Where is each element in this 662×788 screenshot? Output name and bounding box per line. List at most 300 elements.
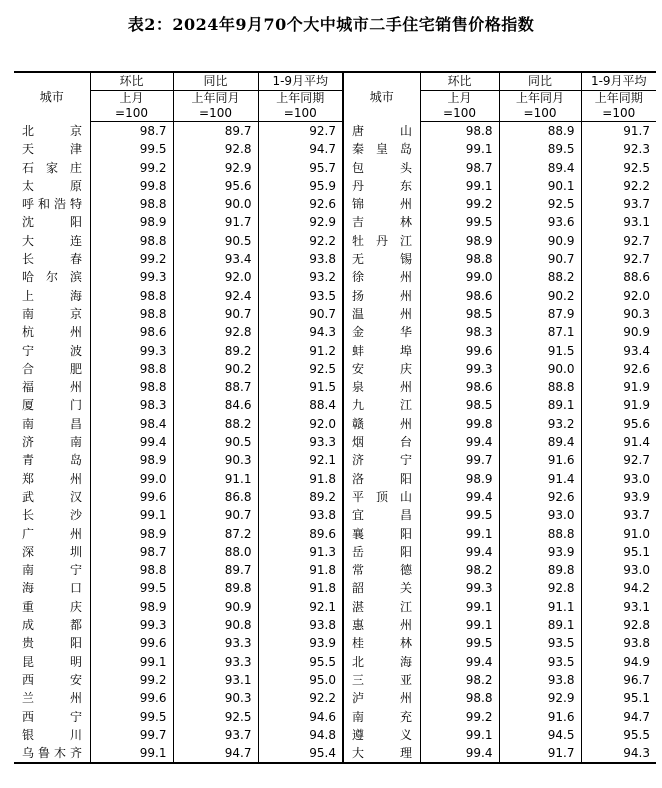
yoy-index: 90.2 [173, 360, 258, 378]
mom-index: 98.9 [420, 470, 499, 488]
yoy-index: 89.7 [173, 561, 258, 579]
avg-index: 94.2 [581, 579, 656, 597]
table-row [14, 653, 656, 671]
city-name [14, 159, 90, 177]
avg-index: 94.6 [258, 708, 343, 726]
city-name [343, 250, 420, 268]
price-index-table [14, 71, 656, 764]
mom-index: 98.5 [420, 305, 499, 323]
yoy-index: 89.7 [173, 122, 258, 141]
city-name-text: 赣州 [352, 416, 412, 431]
avg-index: 90.9 [581, 323, 656, 341]
city-header: 城市 [14, 72, 90, 122]
city-name [343, 744, 420, 763]
avg-index: 91.5 [258, 378, 343, 396]
city-name [14, 451, 90, 469]
avg-index: 92.2 [258, 232, 343, 250]
yoy-index: 91.4 [499, 470, 581, 488]
city-name-text: 福州 [22, 380, 82, 395]
city-name-text: 南充 [352, 709, 412, 724]
avg-index: 91.0 [581, 525, 656, 543]
table-row [14, 415, 656, 433]
city-name-text: 桂林 [352, 636, 412, 651]
table-row [14, 122, 656, 141]
avg-index: 93.0 [581, 561, 656, 579]
mom-index: 98.8 [420, 122, 499, 141]
city-name [343, 287, 420, 305]
mom-index: 99.1 [420, 726, 499, 744]
yoy-index: 90.0 [499, 360, 581, 378]
mom-index: 98.9 [90, 598, 173, 616]
table-row [14, 488, 656, 506]
city-name [14, 213, 90, 231]
yoy-index: 93.2 [499, 415, 581, 433]
avg-index: 93.8 [258, 250, 343, 268]
city-name [14, 470, 90, 488]
city-name-text: 洛阳 [352, 471, 412, 486]
city-name [14, 360, 90, 378]
yoy-index: 91.1 [499, 598, 581, 616]
avg-index: 92.0 [258, 415, 343, 433]
mom-index: 98.2 [420, 671, 499, 689]
avg-index: 93.3 [258, 433, 343, 451]
yoy-index: 90.5 [173, 433, 258, 451]
avg-index: 93.7 [581, 506, 656, 524]
table-row [14, 305, 656, 323]
city-name [14, 543, 90, 561]
mom-index: 99.1 [420, 525, 499, 543]
yoy-index: 90.3 [173, 689, 258, 707]
avg-index: 94.8 [258, 726, 343, 744]
city-name-text: 无锡 [352, 252, 412, 267]
city-name-text: 韶关 [352, 581, 412, 596]
yoy-index: 88.0 [173, 543, 258, 561]
mom-index: 99.1 [90, 506, 173, 524]
city-name-text: 乌鲁木齐 [22, 746, 82, 761]
mom-index: 99.2 [90, 159, 173, 177]
mom-index: 98.7 [420, 159, 499, 177]
avg-index: 91.9 [581, 396, 656, 414]
mom-index: 99.7 [90, 726, 173, 744]
avg-index: 95.7 [258, 159, 343, 177]
avg-index: 95.5 [258, 653, 343, 671]
mom-index: 99.3 [90, 268, 173, 286]
city-name-text: 常德 [352, 563, 412, 578]
city-name [14, 268, 90, 286]
table-row [14, 708, 656, 726]
yoy-index: 91.7 [499, 744, 581, 763]
avg-index: 90.7 [258, 305, 343, 323]
mom-index: 99.5 [90, 140, 173, 158]
yoy-index: 88.8 [499, 525, 581, 543]
yoy-index: 92.8 [173, 323, 258, 341]
city-name [14, 598, 90, 616]
city-name-text: 厦门 [22, 398, 82, 413]
avg-index: 93.2 [258, 268, 343, 286]
yoy-index: 94.7 [173, 744, 258, 763]
city-name-text: 温州 [352, 306, 412, 321]
city-name-text: 济南 [22, 435, 82, 450]
city-name-text: 合肥 [22, 361, 82, 376]
table-row [14, 671, 656, 689]
yoy-index: 92.5 [499, 195, 581, 213]
avg-index: 91.4 [581, 433, 656, 451]
mom-index: 99.4 [420, 543, 499, 561]
table-row [14, 159, 656, 177]
yoy-index: 90.1 [499, 177, 581, 195]
avg-index: 95.1 [581, 689, 656, 707]
sub-header: 上年同月 [499, 91, 581, 107]
city-name [14, 342, 90, 360]
sub-header: 上年同期 [581, 91, 656, 107]
mom-index: 98.2 [420, 561, 499, 579]
city-name [343, 506, 420, 524]
yoy-index: 92.5 [173, 708, 258, 726]
city-name [343, 232, 420, 250]
avg-index: 92.6 [258, 195, 343, 213]
mom-index: 99.1 [420, 177, 499, 195]
city-name [343, 579, 420, 597]
avg-index: 92.5 [581, 159, 656, 177]
city-name [343, 671, 420, 689]
table-row [14, 525, 656, 543]
avg-index: 92.7 [258, 122, 343, 141]
yoy-index: 88.8 [499, 378, 581, 396]
city-name-text: 深圳 [22, 544, 82, 559]
yoy-index: 90.0 [173, 195, 258, 213]
mom-index: 99.2 [90, 250, 173, 268]
city-name [14, 287, 90, 305]
mom-index: 99.1 [420, 598, 499, 616]
city-name [14, 488, 90, 506]
city-name [14, 122, 90, 141]
city-name-text: 大连 [22, 233, 82, 248]
mom-index: 98.9 [90, 213, 173, 231]
base-header: =100 [90, 106, 173, 122]
sub-header: 上月 [90, 91, 173, 107]
yoy-index: 89.5 [499, 140, 581, 158]
table-row [14, 342, 656, 360]
yoy-index: 86.8 [173, 488, 258, 506]
table-row [14, 616, 656, 634]
avg-index: 91.8 [258, 579, 343, 597]
city-name [343, 305, 420, 323]
mom-index: 98.3 [90, 396, 173, 414]
mom-index: 99.2 [420, 195, 499, 213]
mom-index: 99.6 [420, 342, 499, 360]
avg-index: 96.7 [581, 671, 656, 689]
city-name [343, 177, 420, 195]
avg-index: 93.1 [581, 598, 656, 616]
city-name-text: 兰州 [22, 691, 82, 706]
city-name-text: 包头 [352, 160, 412, 175]
avg-index: 92.1 [258, 451, 343, 469]
avg-index: 92.6 [581, 360, 656, 378]
mom-index: 99.0 [420, 268, 499, 286]
yoy-index: 87.2 [173, 525, 258, 543]
table-row [14, 140, 656, 158]
yoy-index: 90.7 [173, 305, 258, 323]
table-row [14, 744, 656, 763]
avg-index: 91.7 [581, 122, 656, 141]
city-name-text: 沈阳 [22, 215, 82, 230]
city-name-text: 九江 [352, 398, 412, 413]
city-name [343, 159, 420, 177]
city-name [343, 708, 420, 726]
city-name-text: 南昌 [22, 416, 82, 431]
city-name-text: 南宁 [22, 563, 82, 578]
table-row [14, 726, 656, 744]
mom-index: 99.1 [90, 653, 173, 671]
avg-index: 95.9 [258, 177, 343, 195]
mom-index: 98.8 [90, 378, 173, 396]
city-name-text: 宁波 [22, 343, 82, 358]
table-row [14, 634, 656, 652]
yoy-index: 88.2 [499, 268, 581, 286]
avg-index: 90.3 [581, 305, 656, 323]
mom-index: 99.6 [90, 488, 173, 506]
mom-index: 99.1 [420, 140, 499, 158]
table-row [14, 561, 656, 579]
city-name [14, 232, 90, 250]
city-name-text: 太原 [22, 178, 82, 193]
mom-index: 98.7 [90, 122, 173, 141]
group-header-yoy: 同比 [499, 72, 581, 91]
table-row [14, 506, 656, 524]
yoy-index: 95.6 [173, 177, 258, 195]
city-name [14, 323, 90, 341]
mom-index: 99.2 [420, 708, 499, 726]
city-name-text: 海口 [22, 581, 82, 596]
city-name-text: 岳阳 [352, 544, 412, 559]
city-name-text: 泉州 [352, 380, 412, 395]
yoy-index: 90.9 [173, 598, 258, 616]
mom-index: 99.5 [90, 579, 173, 597]
base-header: =100 [581, 106, 656, 122]
avg-index: 94.7 [258, 140, 343, 158]
yoy-index: 90.5 [173, 232, 258, 250]
city-name [14, 634, 90, 652]
city-name [14, 744, 90, 763]
mom-index: 99.7 [420, 451, 499, 469]
yoy-index: 89.8 [173, 579, 258, 597]
city-name [14, 433, 90, 451]
table-row [14, 323, 656, 341]
mom-index: 99.1 [420, 616, 499, 634]
table-row [14, 689, 656, 707]
mom-index: 99.6 [90, 689, 173, 707]
yoy-index: 87.1 [499, 323, 581, 341]
yoy-index: 93.5 [499, 653, 581, 671]
yoy-index: 91.5 [499, 342, 581, 360]
city-name-text: 重庆 [22, 599, 82, 614]
city-name-text: 杭州 [22, 325, 82, 340]
yoy-index: 88.9 [499, 122, 581, 141]
city-name-text: 牡丹江 [352, 233, 412, 248]
avg-index: 94.7 [581, 708, 656, 726]
avg-index: 94.9 [581, 653, 656, 671]
page-title: 表2：2024年9月70个大中城市二手住宅销售价格指数 [127, 15, 535, 34]
city-header: 城市 [343, 72, 420, 122]
sub-header: 上年同月 [173, 91, 258, 107]
mom-index: 99.3 [420, 360, 499, 378]
yoy-index: 93.6 [499, 213, 581, 231]
avg-index: 93.5 [258, 287, 343, 305]
city-name [14, 250, 90, 268]
avg-index: 95.6 [581, 415, 656, 433]
city-name-text: 宜昌 [352, 508, 412, 523]
city-name [343, 268, 420, 286]
avg-index: 93.9 [581, 488, 656, 506]
city-name [14, 378, 90, 396]
group-header-yoy: 同比 [173, 72, 258, 91]
table-row [14, 232, 656, 250]
city-name-text: 秦皇岛 [352, 142, 412, 157]
mom-index: 99.1 [90, 744, 173, 763]
yoy-index: 90.7 [173, 506, 258, 524]
avg-index: 91.8 [258, 470, 343, 488]
city-name [343, 122, 420, 141]
table-row [14, 213, 656, 231]
mom-index: 99.4 [90, 433, 173, 451]
sub-header: 上月 [420, 91, 499, 107]
city-name [14, 689, 90, 707]
city-name [343, 689, 420, 707]
avg-index: 92.7 [581, 232, 656, 250]
city-name-text: 武汉 [22, 489, 82, 504]
city-name-text: 惠州 [352, 618, 412, 633]
header-row-3 [14, 106, 656, 122]
group-header-avg: 1-9月平均 [581, 72, 656, 91]
mom-index: 98.8 [90, 305, 173, 323]
city-name [343, 323, 420, 341]
avg-index: 93.8 [581, 634, 656, 652]
table-row [14, 579, 656, 597]
city-name-text: 北海 [352, 654, 412, 669]
mom-index: 99.4 [420, 744, 499, 763]
mom-index: 98.8 [420, 250, 499, 268]
yoy-index: 87.9 [499, 305, 581, 323]
city-name [343, 451, 420, 469]
city-name-text: 金华 [352, 325, 412, 340]
city-name [14, 726, 90, 744]
yoy-index: 93.9 [499, 543, 581, 561]
city-name-text: 银川 [22, 727, 82, 742]
city-name [14, 671, 90, 689]
mom-index: 99.3 [420, 579, 499, 597]
city-name-text: 贵阳 [22, 636, 82, 651]
city-name [14, 305, 90, 323]
city-name-text: 上海 [22, 288, 82, 303]
city-name-text: 丹东 [352, 178, 412, 193]
mom-index: 99.0 [90, 470, 173, 488]
header-row-1 [14, 72, 656, 91]
yoy-index: 89.1 [499, 396, 581, 414]
avg-index: 95.0 [258, 671, 343, 689]
city-name-text: 徐州 [352, 270, 412, 285]
mom-index: 99.4 [420, 433, 499, 451]
mom-index: 98.9 [90, 525, 173, 543]
table-row [14, 287, 656, 305]
mom-index: 98.3 [420, 323, 499, 341]
city-name [343, 433, 420, 451]
yoy-index: 88.2 [173, 415, 258, 433]
avg-index: 91.2 [258, 342, 343, 360]
city-name-text: 烟台 [352, 435, 412, 450]
yoy-index: 89.2 [173, 342, 258, 360]
city-name [14, 653, 90, 671]
mom-index: 99.6 [90, 634, 173, 652]
city-name [343, 342, 420, 360]
city-name-text: 西宁 [22, 709, 82, 724]
city-name-text: 长春 [22, 252, 82, 267]
yoy-index: 91.6 [499, 451, 581, 469]
table-row [14, 195, 656, 213]
avg-index: 93.1 [581, 213, 656, 231]
base-header: =100 [420, 106, 499, 122]
city-name [343, 488, 420, 506]
city-name [343, 616, 420, 634]
city-name-text: 吉林 [352, 215, 412, 230]
city-name [343, 415, 420, 433]
avg-index: 93.9 [258, 634, 343, 652]
mom-index: 98.6 [90, 323, 173, 341]
group-header-avg: 1-9月平均 [258, 72, 343, 91]
city-name [343, 525, 420, 543]
yoy-index: 91.1 [173, 470, 258, 488]
mom-index: 98.9 [420, 232, 499, 250]
city-name [343, 140, 420, 158]
avg-index: 93.4 [581, 342, 656, 360]
mom-index: 99.8 [90, 177, 173, 195]
mom-index: 99.4 [420, 653, 499, 671]
sub-header: 上年同期 [258, 91, 343, 107]
table-row [14, 543, 656, 561]
city-name [343, 561, 420, 579]
avg-index: 88.6 [581, 268, 656, 286]
city-name-text: 襄阳 [352, 526, 412, 541]
avg-index: 92.1 [258, 598, 343, 616]
table-row [14, 396, 656, 414]
table-row [14, 268, 656, 286]
city-name [343, 598, 420, 616]
group-header-mom: 环比 [420, 72, 499, 91]
city-name [14, 525, 90, 543]
city-name-text: 锦州 [352, 197, 412, 212]
yoy-index: 93.8 [499, 671, 581, 689]
avg-index: 95.4 [258, 744, 343, 763]
avg-index: 92.9 [258, 213, 343, 231]
avg-index: 95.5 [581, 726, 656, 744]
city-name-text: 长沙 [22, 508, 82, 523]
city-name [343, 726, 420, 744]
yoy-index: 89.1 [499, 616, 581, 634]
avg-index: 92.2 [581, 177, 656, 195]
yoy-index: 92.4 [173, 287, 258, 305]
avg-index: 92.3 [581, 140, 656, 158]
city-name [343, 543, 420, 561]
city-name [343, 213, 420, 231]
city-name-text: 平顶山 [352, 489, 412, 504]
avg-index: 93.0 [581, 470, 656, 488]
mom-index: 98.8 [90, 561, 173, 579]
yoy-index: 92.9 [173, 159, 258, 177]
table-row [14, 433, 656, 451]
mom-index: 98.8 [90, 195, 173, 213]
city-name-text: 湛江 [352, 599, 412, 614]
mom-index: 99.5 [420, 634, 499, 652]
yoy-index: 84.6 [173, 396, 258, 414]
